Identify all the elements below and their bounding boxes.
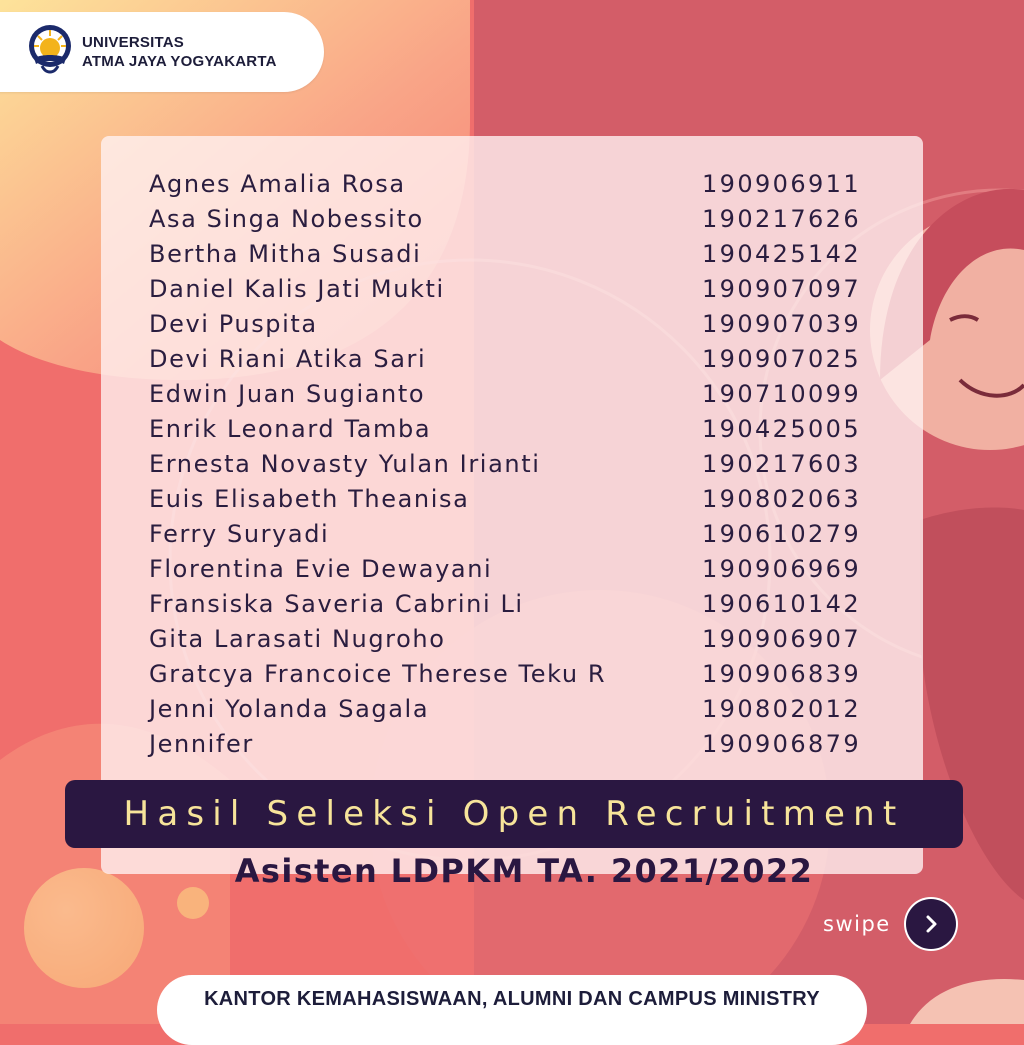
list-item [149, 691, 879, 726]
student-name: Edwin Juan Sugianto [149, 379, 426, 408]
student-name: Florentina Evie Dewayani [149, 554, 493, 583]
student-id: 190906969 [702, 554, 862, 583]
student-id: 190906907 [702, 624, 862, 653]
student-id: 190217626 [702, 204, 862, 233]
student-id: 190906879 [702, 729, 862, 758]
student-name: Fransiska Saveria Cabrini Li [149, 589, 524, 618]
student-id: 190906911 [702, 169, 862, 198]
list-item [149, 306, 879, 341]
page-title: Hasil Seleksi Open Recruitment [123, 794, 905, 834]
student-id: 190217603 [702, 449, 862, 478]
student-id: 190802063 [702, 484, 862, 513]
list-item [149, 271, 879, 306]
university-name [82, 33, 277, 71]
student-name: Agnes Amalia Rosa [149, 169, 406, 198]
student-id: 190710099 [702, 379, 862, 408]
list-item [149, 586, 879, 621]
student-name: Enrik Leonard Tamba [149, 414, 432, 443]
list-item [149, 481, 879, 516]
list-item [149, 201, 879, 236]
student-id: 190610279 [702, 519, 862, 548]
list-item [149, 376, 879, 411]
results-list [149, 166, 879, 761]
list-item [149, 446, 879, 481]
list-item [149, 621, 879, 656]
list-item [149, 656, 879, 691]
list-item [149, 166, 879, 201]
list-item [149, 411, 879, 446]
student-id: 190610142 [702, 589, 862, 618]
student-name: Jenni Yolanda Sagala [149, 694, 430, 723]
student-id: 190425005 [702, 414, 862, 443]
list-item [149, 551, 879, 586]
list-item [149, 341, 879, 376]
chevron-right-icon [921, 914, 941, 934]
student-name: Asa Singa Nobessito [149, 204, 424, 233]
swipe-label: swipe [823, 912, 891, 936]
student-id: 190907097 [702, 274, 862, 303]
student-id: 190906839 [702, 659, 862, 688]
student-name: Jennifer [149, 729, 254, 758]
student-id: 190802012 [702, 694, 862, 723]
university-emblem-icon [24, 24, 76, 82]
title-banner [65, 780, 963, 848]
student-name: Ferry Suryadi [149, 519, 330, 548]
university-name-line2: ATMA JAYA YOGYAKARTA [82, 53, 277, 70]
swipe-next-button[interactable] [906, 899, 956, 949]
student-name: Bertha Mitha Susadi [149, 239, 422, 268]
list-item [149, 726, 879, 761]
footer-text: KANTOR KEMAHASISWAAN, ALUMNI DAN CAMPUS MINISTRY [204, 988, 820, 1010]
page-subtitle: Asisten LDPKM TA. 2021/2022 [234, 852, 814, 890]
student-name: Ernesta Novasty Yulan Irianti [149, 449, 541, 478]
student-name: Devi Riani Atika Sari [149, 344, 427, 373]
student-id: 190907025 [702, 344, 862, 373]
student-name: Gratcya Francoice Therese Teku R [149, 659, 607, 688]
student-name: Devi Puspita [149, 309, 318, 338]
student-id: 190907039 [702, 309, 862, 338]
university-name-line1: UNIVERSITAS [82, 34, 184, 51]
student-id: 190425142 [702, 239, 862, 268]
student-name: Daniel Kalis Jati Mukti [149, 274, 445, 303]
list-item [149, 516, 879, 551]
student-name: Gita Larasati Nugroho [149, 624, 446, 653]
student-name: Euis Elisabeth Theanisa [149, 484, 470, 513]
list-item [149, 236, 879, 271]
